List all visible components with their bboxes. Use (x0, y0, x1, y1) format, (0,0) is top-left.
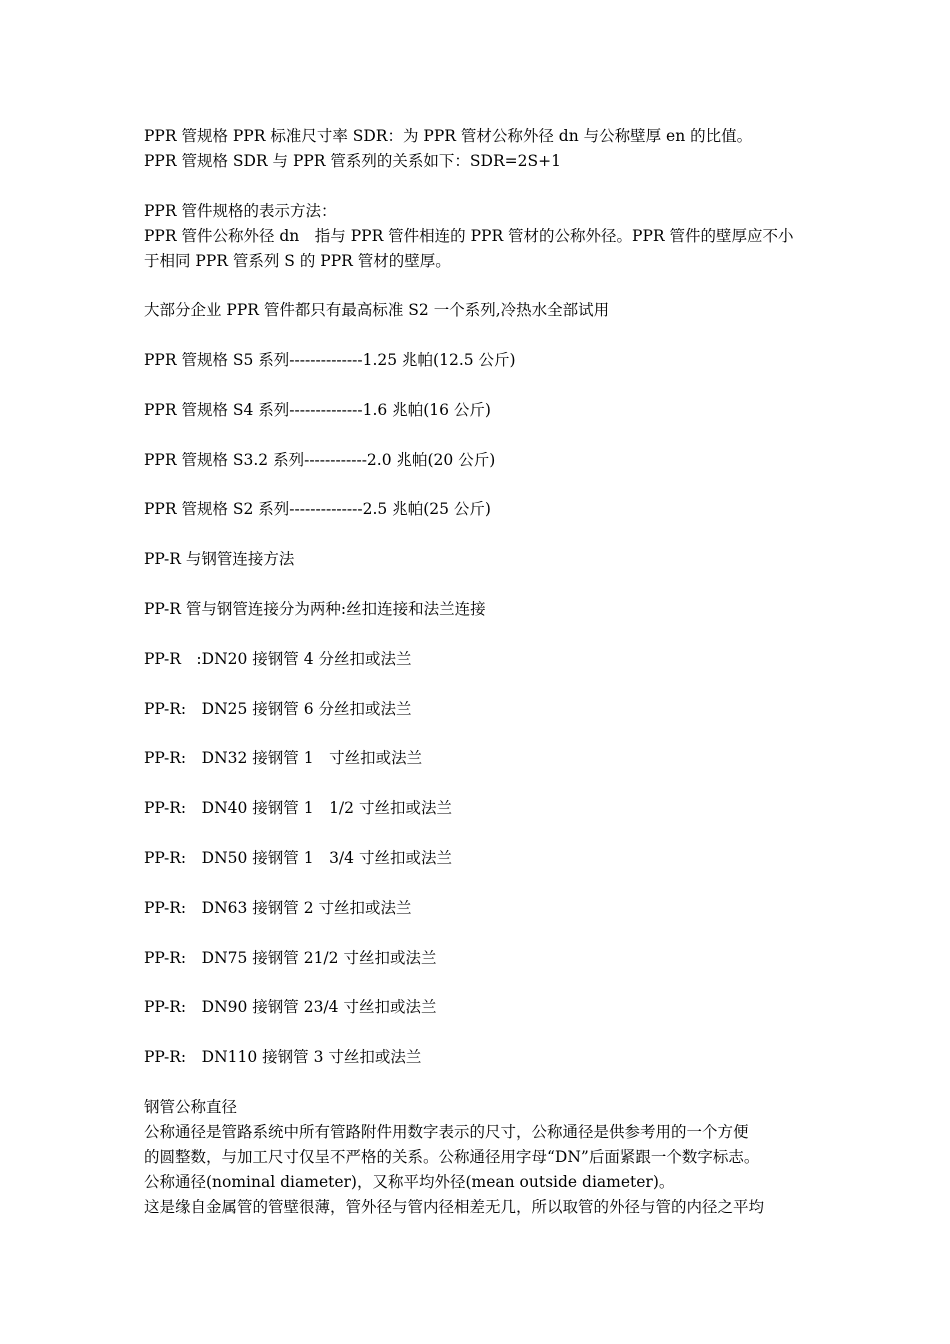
text-line: PP-R: DN110 接钢管 3 寸丝扣或法兰 (144, 1048, 422, 1066)
text-line: 钢管公称直径 (144, 1098, 238, 1116)
text-line: PPR 管规格 S4 系列--------------1.6 兆帕(16 公斤) (144, 401, 491, 419)
text-line: 公称通径是管路系统中所有管路附件用数字表示的尺寸，公称通径是供参考用的一个方便 (144, 1123, 749, 1141)
text-line: PPR 管件公称外径 dn 指与 PPR 管件相连的 PPR 管材的公称外径。PPR 管件的壁厚应不小 (144, 227, 794, 245)
text-line: 这是缘自金属管的管壁很薄，管外径与管内径相差无几，所以取管的外径与管的内径之平均 (144, 1198, 765, 1216)
text-line: PP-R: DN25 接钢管 6 分丝扣或法兰 (144, 700, 412, 718)
text-line: PP-R 与钢管连接方法 (144, 550, 295, 568)
text-line: PPR 管规格 S2 系列--------------2.5 兆帕(25 公斤) (144, 500, 491, 518)
text-line: PP-R: DN90 接钢管 23/4 寸丝扣或法兰 (144, 998, 437, 1016)
text-line: PP-R: DN50 接钢管 1 3/4 寸丝扣或法兰 (144, 849, 452, 867)
text-line: PP-R: DN63 接钢管 2 寸丝扣或法兰 (144, 899, 412, 917)
text-line: PP-R: DN75 接钢管 21/2 寸丝扣或法兰 (144, 949, 437, 967)
text-line: PP-R :DN20 接钢管 4 分丝扣或法兰 (144, 650, 412, 668)
text-line: PPR 管规格 PPR 标准尺寸率 SDR：为 PPR 管材公称外径 dn 与公称壁厚 en 的比值。 (144, 127, 753, 145)
text-line: PPR 管件规格的表示方法： (144, 202, 337, 220)
text-line: 的圆整数，与加工尺寸仅呈不严格的关系。公称通径用字母“DN”后面紧跟一个数字标志。 (144, 1148, 760, 1166)
text-line: 大部分企业 PPR 管件都只有最高标准 S2 一个系列,冷热水全部试用 (144, 301, 610, 319)
text-line: PP-R 管与钢管连接分为两种:丝扣连接和法兰连接 (144, 600, 486, 618)
text-line: 于相同 PPR 管系列 S 的 PPR 管材的壁厚。 (144, 252, 451, 270)
text-line: PPR 管规格 S5 系列--------------1.25 兆帕(12.5 公斤) (144, 351, 516, 369)
text-line: 公称通径(nominal diameter)，又称平均外径(mean outside diameter)。 (144, 1173, 675, 1191)
text-line: PP-R: DN40 接钢管 1 1/2 寸丝扣或法兰 (144, 799, 452, 817)
text-line: PP-R: DN32 接钢管 1 寸丝扣或法兰 (144, 749, 423, 767)
text-line: PPR 管规格 S3.2 系列------------2.0 兆帕(20 公斤) (144, 451, 496, 469)
text-line: PPR 管规格 SDR 与 PPR 管系列的关系如下：SDR=2S+1 (144, 152, 561, 170)
